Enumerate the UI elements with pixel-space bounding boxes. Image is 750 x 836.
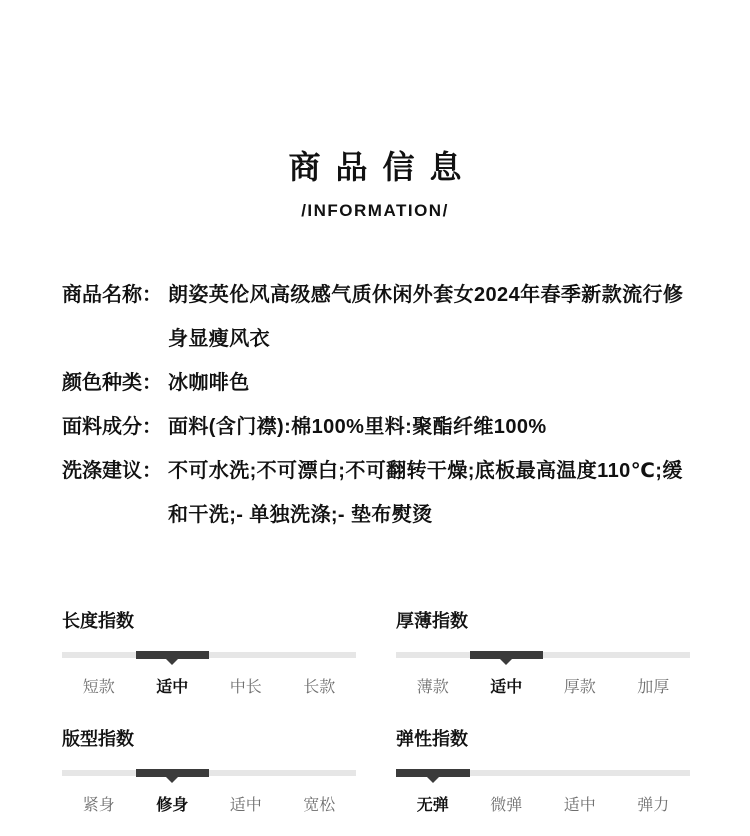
index-option: 无弹: [416, 797, 449, 814]
info-label: 面料成分：: [62, 416, 162, 438]
index-option: 薄款: [416, 679, 449, 696]
info-row-product-name: [62, 273, 692, 361]
index-option: 微弹: [490, 797, 523, 814]
info-value: 面料(含门襟):棉100%里料:聚酯纤维100%: [168, 416, 547, 438]
index-option: 加厚: [637, 679, 670, 696]
triangle-down-icon: [165, 776, 179, 783]
index-slider: [62, 649, 356, 665]
index-title: 厚薄指数: [396, 611, 468, 631]
index-option: 宽松: [303, 797, 336, 814]
index-slider: [396, 767, 690, 783]
product-info-list: [62, 273, 692, 537]
index-block-elasticity: [396, 727, 690, 817]
index-title: 弹性指数: [396, 729, 468, 749]
triangle-down-icon: [165, 658, 179, 665]
page-title: 商品信息: [288, 149, 477, 185]
info-value: 不可水洗;不可漂白;不可翻转干燥;底板最高温度110℃;缓和干洗;- 单独洗涤;- 垫布熨烫: [168, 460, 683, 526]
index-slider: [62, 767, 356, 783]
index-option: 修身: [156, 797, 189, 814]
index-option: 紧身: [82, 797, 115, 814]
slider-track: [62, 770, 356, 776]
index-option: 适中: [563, 797, 596, 814]
slider-track: [62, 652, 356, 658]
info-value: 冰咖啡色: [168, 372, 250, 394]
index-option: 适中: [229, 797, 262, 814]
index-title: 版型指数: [62, 729, 134, 749]
info-row-washing-advice: [62, 449, 692, 537]
index-block-fit: [62, 727, 356, 817]
index-slider: [396, 649, 690, 665]
index-options: [396, 677, 690, 699]
index-block-thickness: [396, 609, 690, 699]
info-value: 朗姿英伦风高级感气质休闲外套女2024年春季新款流行修身显瘦风衣: [168, 284, 684, 350]
info-label: 商品名称：: [62, 284, 162, 306]
triangle-down-icon: [426, 776, 440, 783]
index-option: 中长: [229, 679, 262, 696]
index-option: 适中: [490, 679, 523, 696]
index-option: 短款: [82, 679, 115, 696]
index-block-length: [62, 609, 356, 699]
index-option: 适中: [156, 679, 189, 696]
triangle-down-icon: [499, 658, 513, 665]
index-options: [62, 795, 356, 817]
page-subtitle: /INFORMATION/: [301, 201, 449, 220]
info-label: 颜色种类：: [62, 372, 162, 394]
index-option: 长款: [303, 679, 336, 696]
index-option: 厚款: [563, 679, 596, 696]
slider-track: [396, 652, 690, 658]
info-row-color-type: [62, 361, 692, 405]
index-option: 弹力: [637, 797, 670, 814]
index-sections: [62, 609, 690, 817]
index-options: [62, 677, 356, 699]
index-options: [396, 795, 690, 817]
info-row-fabric-composition: [62, 405, 692, 449]
header: [0, 0, 750, 220]
info-label: 洗涤建议：: [62, 460, 162, 482]
index-title: 长度指数: [62, 611, 134, 631]
